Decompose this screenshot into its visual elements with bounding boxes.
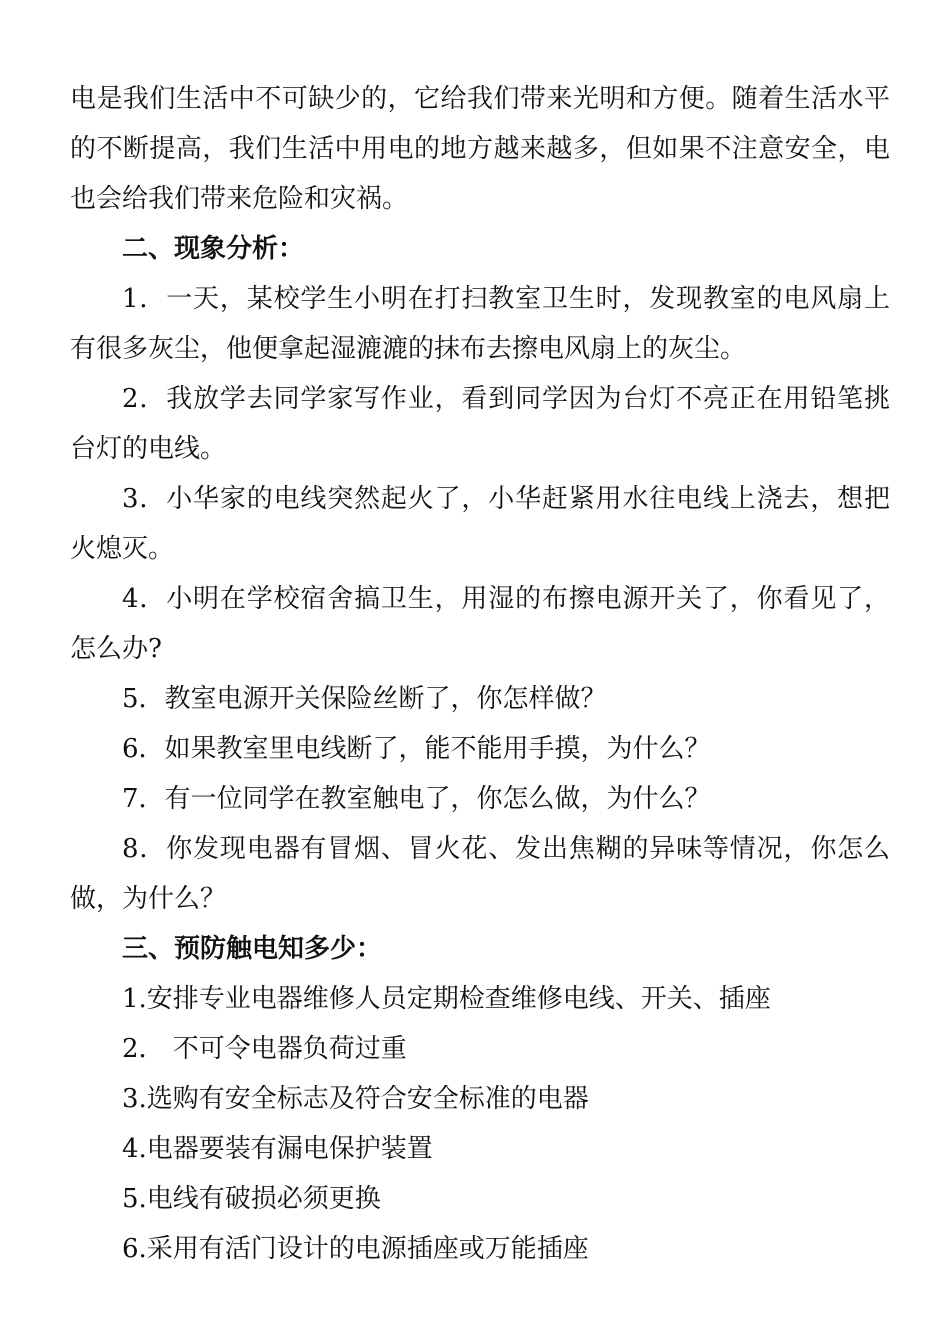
prevention-item-5: 5.电线有破损必须更换 bbox=[122, 1184, 381, 1214]
section-heading-prevention: 三、预防触电知多少： bbox=[122, 934, 383, 964]
prevention-item-2: 2． 不可令电器负荷过重 bbox=[122, 1034, 407, 1064]
prevention-item-6: 6.采用有活门设计的电源插座或万能插座 bbox=[122, 1234, 589, 1264]
analysis-item-3: 3．小华家的电线突然起火了，小华赶紧用水往电线上浇去，想把火熄灭。 bbox=[70, 484, 890, 564]
analysis-item-4: 4．小明在学校宿舍搞卫生，用湿的布擦电源开关了，你看见了，怎么办? bbox=[70, 584, 890, 664]
analysis-item-1: 1．一天，某校学生小明在打扫教室卫生时，发现教室的电风扇上有很多灰尘，他便拿起湿漉漉的抹布去擦电风扇上的灰尘。 bbox=[70, 284, 890, 364]
prevention-item-1: 1.安排专业电器维修人员定期检查维修电线、开关、插座 bbox=[122, 984, 771, 1014]
analysis-item-5: 5．教室电源开关保险丝断了，你怎样做？ bbox=[122, 684, 607, 714]
analysis-item-6: 6．如果教室里电线断了，能不能用手摸，为什么？ bbox=[122, 734, 711, 764]
section-heading-phenomenon-analysis: 二、现象分析： bbox=[122, 234, 305, 264]
analysis-item-8: 8．你发现电器有冒烟、冒火花、发出焦糊的异味等情况，你怎么做，为什么？ bbox=[70, 834, 890, 914]
prevention-item-4: 4.电器要装有漏电保护装置 bbox=[122, 1134, 433, 1164]
intro-paragraph: 电是我们生活中不可缺少的，它给我们带来光明和方便。随着生活水平的不断提高，我们生活中用电的地方越来越多，但如果不注意安全，电也会给我们带来危险和灾祸。 bbox=[70, 84, 890, 214]
prevention-item-3: 3.选购有安全标志及符合安全标准的电器 bbox=[122, 1084, 589, 1114]
analysis-item-7: 7．有一位同学在教室触电了，你怎么做，为什么？ bbox=[122, 784, 711, 814]
analysis-item-2: 2．我放学去同学家写作业，看到同学因为台灯不亮正在用铅笔挑台灯的电线。 bbox=[70, 384, 890, 464]
